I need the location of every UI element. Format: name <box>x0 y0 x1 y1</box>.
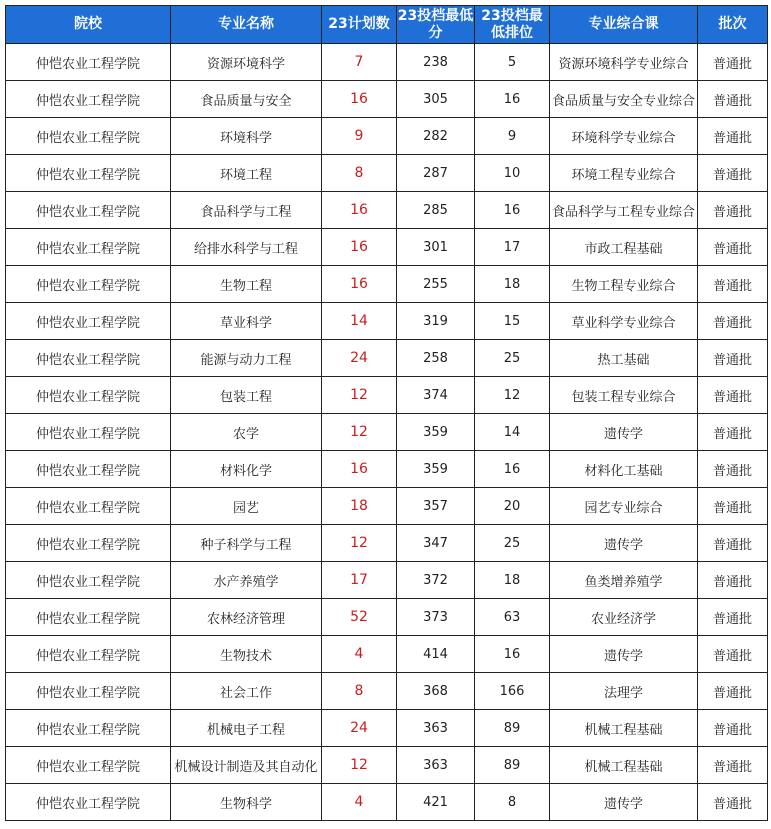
plan-count-cell: 12 <box>322 377 397 414</box>
min-rank-cell: 14 <box>475 414 550 451</box>
min-score-cell: 359 <box>397 451 475 488</box>
min-rank-cell: 12 <box>475 377 550 414</box>
min-rank-cell: 8 <box>475 784 550 821</box>
batch-cell: 普通批 <box>698 340 768 377</box>
min-score-cell: 414 <box>397 636 475 673</box>
school-cell: 仲恺农业工程学院 <box>6 118 171 155</box>
table-row <box>6 192 768 229</box>
table-row <box>6 784 768 821</box>
batch-cell: 普通批 <box>698 303 768 340</box>
batch-cell: 普通批 <box>698 673 768 710</box>
major-cell: 园艺 <box>171 488 322 525</box>
min-score-cell: 287 <box>397 155 475 192</box>
school-cell: 仲恺农业工程学院 <box>6 414 171 451</box>
school-cell: 仲恺农业工程学院 <box>6 673 171 710</box>
batch-cell: 普通批 <box>698 710 768 747</box>
table-row <box>6 451 768 488</box>
course-cell: 市政工程基础 <box>550 229 698 266</box>
min-rank-cell: 89 <box>475 747 550 784</box>
min-score-cell: 373 <box>397 599 475 636</box>
table-row <box>6 525 768 562</box>
plan-count-cell: 52 <box>322 599 397 636</box>
header-batch: 批次 <box>698 6 768 44</box>
school-cell: 仲恺农业工程学院 <box>6 451 171 488</box>
course-cell: 遗传学 <box>550 636 698 673</box>
table-row <box>6 266 768 303</box>
header-min-score: 23投档最低分 <box>397 6 475 44</box>
plan-count-cell: 16 <box>322 229 397 266</box>
header-major: 专业名称 <box>171 6 322 44</box>
plan-count-cell: 16 <box>322 266 397 303</box>
plan-count-cell: 14 <box>322 303 397 340</box>
plan-count-cell: 9 <box>322 118 397 155</box>
min-score-cell: 255 <box>397 266 475 303</box>
plan-count-cell: 12 <box>322 747 397 784</box>
table-row <box>6 303 768 340</box>
school-cell: 仲恺农业工程学院 <box>6 377 171 414</box>
plan-count-cell: 4 <box>322 784 397 821</box>
batch-cell: 普通批 <box>698 155 768 192</box>
min-rank-cell: 5 <box>475 44 550 81</box>
table-row <box>6 118 768 155</box>
school-cell: 仲恺农业工程学院 <box>6 81 171 118</box>
batch-cell: 普通批 <box>698 488 768 525</box>
course-cell: 草业科学专业综合 <box>550 303 698 340</box>
school-cell: 仲恺农业工程学院 <box>6 155 171 192</box>
major-cell: 环境工程 <box>171 155 322 192</box>
course-cell: 食品质量与安全专业综合 <box>550 81 698 118</box>
min-rank-cell: 20 <box>475 488 550 525</box>
min-rank-cell: 16 <box>475 81 550 118</box>
course-cell: 热工基础 <box>550 340 698 377</box>
school-cell: 仲恺农业工程学院 <box>6 525 171 562</box>
min-rank-cell: 63 <box>475 599 550 636</box>
plan-count-cell: 18 <box>322 488 397 525</box>
table-row <box>6 747 768 784</box>
min-score-cell: 347 <box>397 525 475 562</box>
min-rank-cell: 25 <box>475 340 550 377</box>
min-score-cell: 363 <box>397 710 475 747</box>
batch-cell: 普通批 <box>698 377 768 414</box>
course-cell: 遗传学 <box>550 525 698 562</box>
major-cell: 资源环境科学 <box>171 44 322 81</box>
table-row <box>6 710 768 747</box>
batch-cell: 普通批 <box>698 451 768 488</box>
school-cell: 仲恺农业工程学院 <box>6 266 171 303</box>
course-cell: 食品科学与工程专业综合 <box>550 192 698 229</box>
table-body <box>6 44 768 821</box>
plan-count-cell: 12 <box>322 414 397 451</box>
min-rank-cell: 10 <box>475 155 550 192</box>
course-cell: 农业经济学 <box>550 599 698 636</box>
table-row <box>6 488 768 525</box>
major-cell: 环境科学 <box>171 118 322 155</box>
batch-cell: 普通批 <box>698 44 768 81</box>
plan-count-cell: 12 <box>322 525 397 562</box>
min-rank-cell: 16 <box>475 636 550 673</box>
min-score-cell: 372 <box>397 562 475 599</box>
table-row <box>6 414 768 451</box>
major-cell: 机械设计制造及其自动化 <box>171 747 322 784</box>
course-cell: 园艺专业综合 <box>550 488 698 525</box>
major-cell: 农林经济管理 <box>171 599 322 636</box>
major-cell: 给排水科学与工程 <box>171 229 322 266</box>
table-row <box>6 636 768 673</box>
header-comprehensive-course: 专业综合课 <box>550 6 698 44</box>
course-cell: 环境科学专业综合 <box>550 118 698 155</box>
major-cell: 种子科学与工程 <box>171 525 322 562</box>
min-score-cell: 301 <box>397 229 475 266</box>
header-plan-count: 23计划数 <box>322 6 397 44</box>
table-row <box>6 44 768 81</box>
table-row <box>6 340 768 377</box>
school-cell: 仲恺农业工程学院 <box>6 636 171 673</box>
table-row <box>6 229 768 266</box>
plan-count-cell: 17 <box>322 562 397 599</box>
school-cell: 仲恺农业工程学院 <box>6 44 171 81</box>
school-cell: 仲恺农业工程学院 <box>6 488 171 525</box>
min-score-cell: 282 <box>397 118 475 155</box>
min-score-cell: 368 <box>397 673 475 710</box>
course-cell: 鱼类增养殖学 <box>550 562 698 599</box>
plan-count-cell: 24 <box>322 710 397 747</box>
batch-cell: 普通批 <box>698 784 768 821</box>
plan-count-cell: 16 <box>322 451 397 488</box>
batch-cell: 普通批 <box>698 229 768 266</box>
table-row <box>6 562 768 599</box>
min-rank-cell: 25 <box>475 525 550 562</box>
course-cell: 遗传学 <box>550 414 698 451</box>
min-score-cell: 238 <box>397 44 475 81</box>
min-rank-cell: 9 <box>475 118 550 155</box>
major-cell: 生物科学 <box>171 784 322 821</box>
major-cell: 食品质量与安全 <box>171 81 322 118</box>
major-cell: 机械电子工程 <box>171 710 322 747</box>
school-cell: 仲恺农业工程学院 <box>6 747 171 784</box>
major-cell: 能源与动力工程 <box>171 340 322 377</box>
batch-cell: 普通批 <box>698 599 768 636</box>
header-min-rank: 23投档最低排位 <box>475 6 550 44</box>
major-cell: 生物工程 <box>171 266 322 303</box>
batch-cell: 普通批 <box>698 81 768 118</box>
course-cell: 机械工程基础 <box>550 747 698 784</box>
school-cell: 仲恺农业工程学院 <box>6 710 171 747</box>
school-cell: 仲恺农业工程学院 <box>6 192 171 229</box>
batch-cell: 普通批 <box>698 562 768 599</box>
table-row <box>6 599 768 636</box>
plan-count-cell: 4 <box>322 636 397 673</box>
batch-cell: 普通批 <box>698 414 768 451</box>
course-cell: 资源环境科学专业综合 <box>550 44 698 81</box>
min-rank-cell: 15 <box>475 303 550 340</box>
batch-cell: 普通批 <box>698 118 768 155</box>
major-cell: 草业科学 <box>171 303 322 340</box>
table-row <box>6 155 768 192</box>
course-cell: 法理学 <box>550 673 698 710</box>
min-score-cell: 305 <box>397 81 475 118</box>
school-cell: 仲恺农业工程学院 <box>6 599 171 636</box>
min-score-cell: 258 <box>397 340 475 377</box>
course-cell: 遗传学 <box>550 784 698 821</box>
min-score-cell: 359 <box>397 414 475 451</box>
min-score-cell: 319 <box>397 303 475 340</box>
course-cell: 包装工程专业综合 <box>550 377 698 414</box>
school-cell: 仲恺农业工程学院 <box>6 340 171 377</box>
plan-count-cell: 8 <box>322 673 397 710</box>
min-rank-cell: 89 <box>475 710 550 747</box>
header-row <box>6 6 768 44</box>
min-score-cell: 421 <box>397 784 475 821</box>
table-row <box>6 673 768 710</box>
major-cell: 水产养殖学 <box>171 562 322 599</box>
major-cell: 社会工作 <box>171 673 322 710</box>
major-cell: 材料化学 <box>171 451 322 488</box>
min-rank-cell: 18 <box>475 266 550 303</box>
batch-cell: 普通批 <box>698 747 768 784</box>
school-cell: 仲恺农业工程学院 <box>6 303 171 340</box>
header-school: 院校 <box>6 6 171 44</box>
min-rank-cell: 16 <box>475 451 550 488</box>
batch-cell: 普通批 <box>698 525 768 562</box>
plan-count-cell: 24 <box>322 340 397 377</box>
min-score-cell: 374 <box>397 377 475 414</box>
major-cell: 农学 <box>171 414 322 451</box>
course-cell: 生物工程专业综合 <box>550 266 698 303</box>
min-score-cell: 285 <box>397 192 475 229</box>
batch-cell: 普通批 <box>698 636 768 673</box>
min-rank-cell: 166 <box>475 673 550 710</box>
min-score-cell: 357 <box>397 488 475 525</box>
min-rank-cell: 17 <box>475 229 550 266</box>
batch-cell: 普通批 <box>698 192 768 229</box>
course-cell: 材料化工基础 <box>550 451 698 488</box>
min-score-cell: 363 <box>397 747 475 784</box>
plan-count-cell: 16 <box>322 192 397 229</box>
batch-cell: 普通批 <box>698 266 768 303</box>
table-row <box>6 81 768 118</box>
plan-count-cell: 7 <box>322 44 397 81</box>
school-cell: 仲恺农业工程学院 <box>6 562 171 599</box>
course-cell: 机械工程基础 <box>550 710 698 747</box>
plan-count-cell: 8 <box>322 155 397 192</box>
plan-count-cell: 16 <box>322 81 397 118</box>
school-cell: 仲恺农业工程学院 <box>6 229 171 266</box>
major-cell: 食品科学与工程 <box>171 192 322 229</box>
school-cell: 仲恺农业工程学院 <box>6 784 171 821</box>
table-row <box>6 377 768 414</box>
min-rank-cell: 16 <box>475 192 550 229</box>
major-cell: 生物技术 <box>171 636 322 673</box>
min-rank-cell: 18 <box>475 562 550 599</box>
major-cell: 包装工程 <box>171 377 322 414</box>
course-cell: 环境工程专业综合 <box>550 155 698 192</box>
admission-table <box>5 5 768 821</box>
